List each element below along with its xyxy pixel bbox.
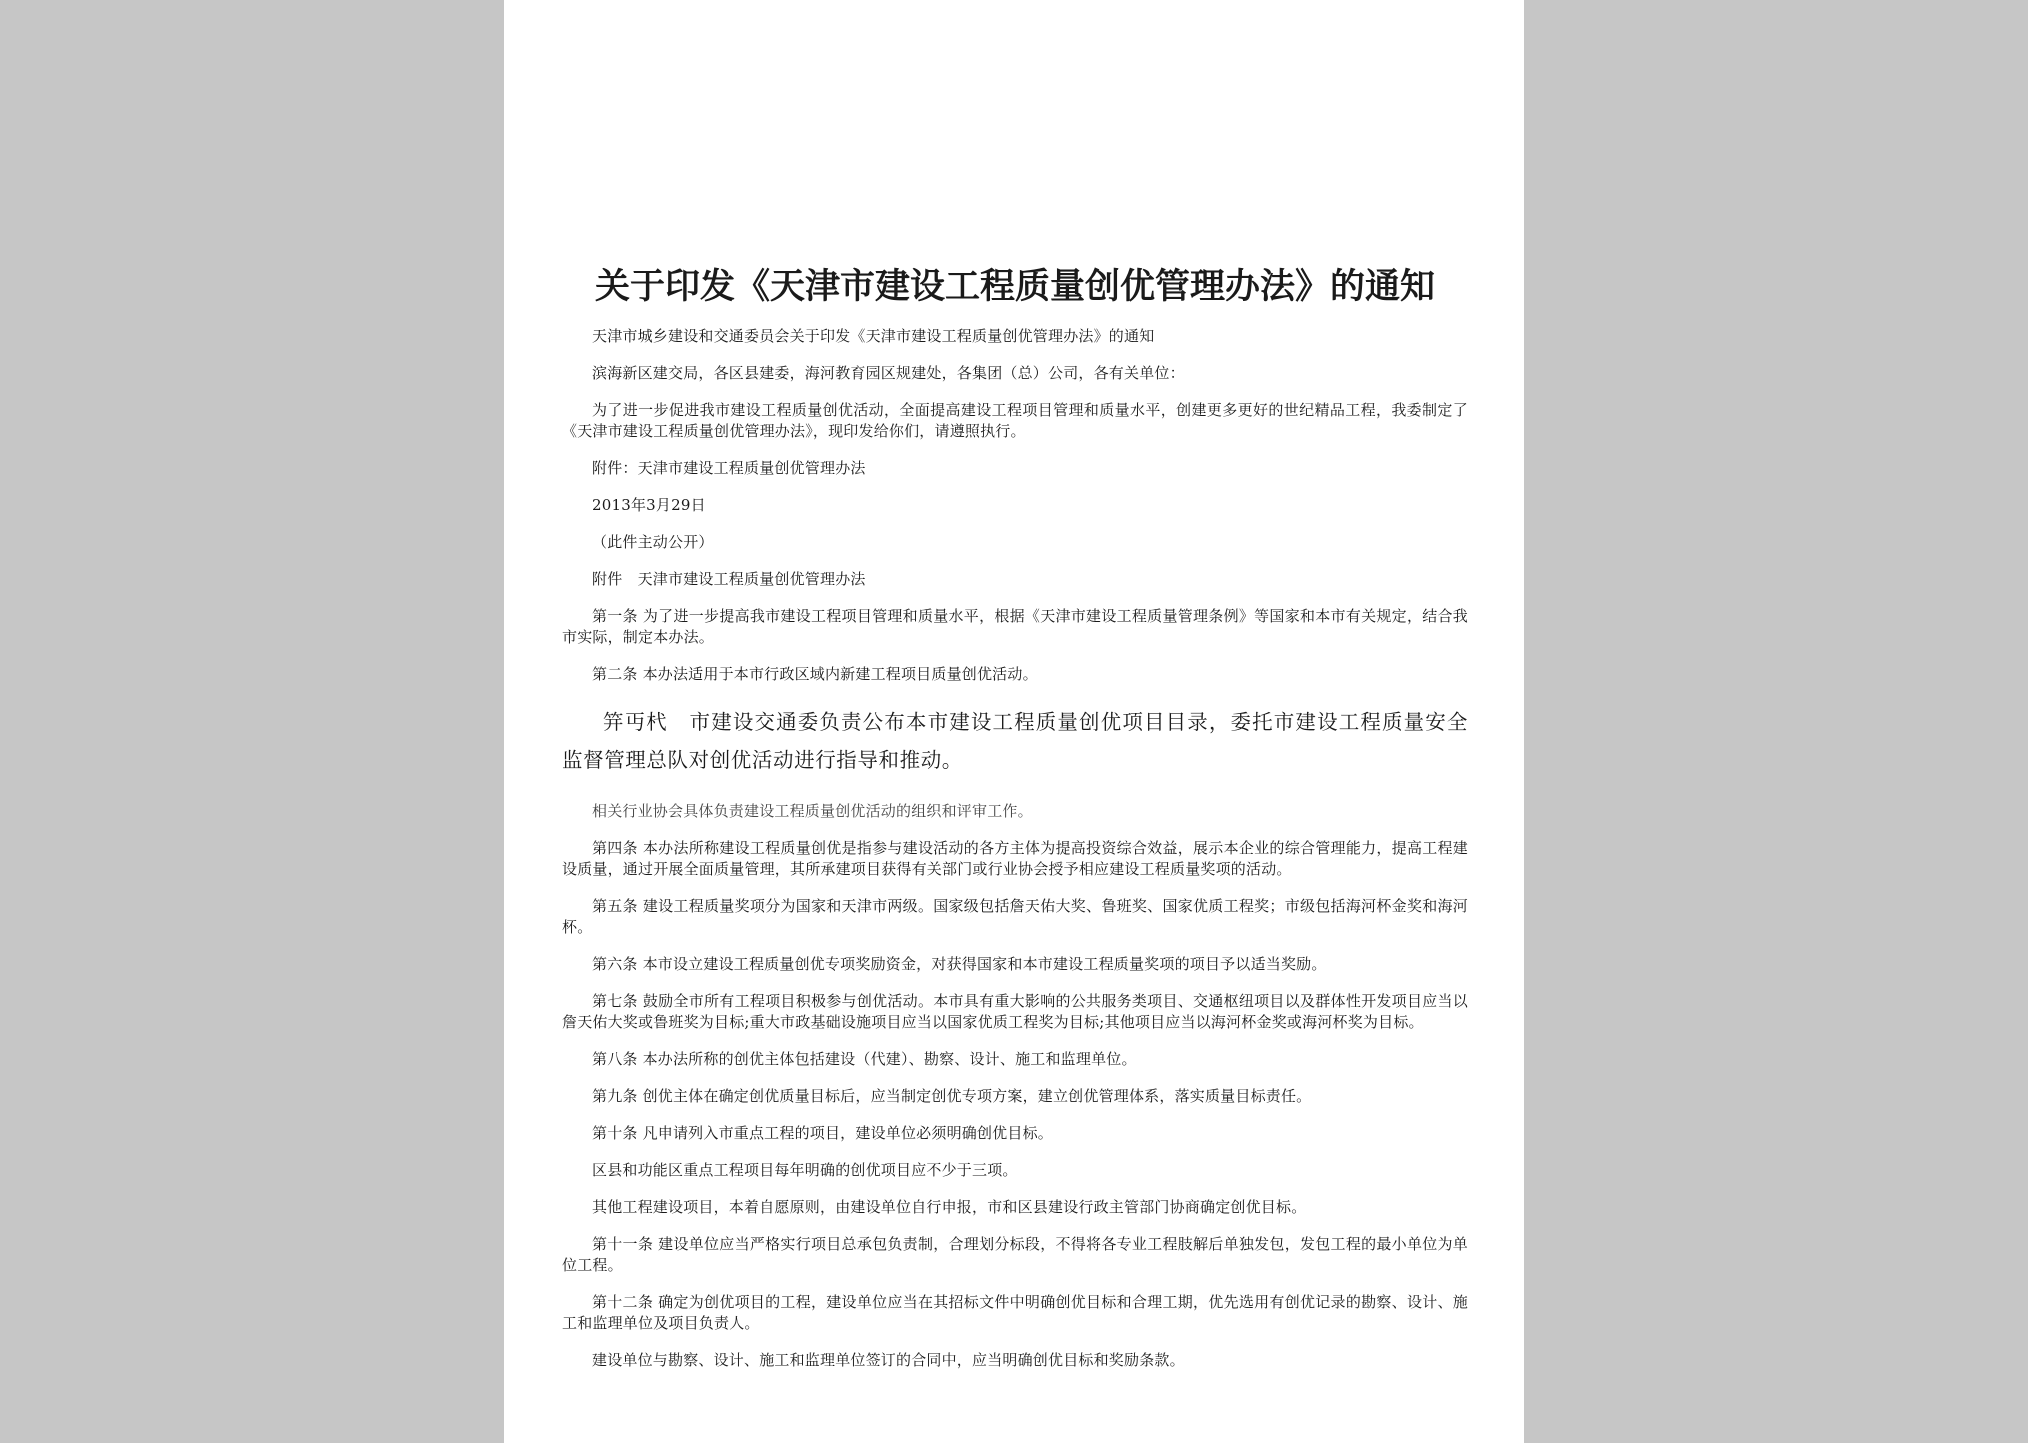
- paragraph-article-4: 第四条 本办法所称建设工程质量创优是指参与建设活动的各方主体为提高投资综合效益，展示本企业的综合管理能力，提高工程建设质量，通过开展全面质量管理，其所承建项目获得有关部门或行业协会授予相应建设工程质量奖项的活动。: [562, 839, 1468, 878]
- paragraph-article-1: 第一条 为了进一步提高我市建设工程项目管理和质量水平，根据《天津市建设工程质量管理条例》等国家和本市有关规定，结合我市实际，制定本办法。: [562, 607, 1468, 646]
- document-page: [504, 0, 1524, 1443]
- paragraph-attachment: 附件：天津市建设工程质量创优管理办法: [592, 459, 866, 477]
- paragraph-article-10-district: 区县和功能区重点工程项目每年明确的创优项目应不少于三项。: [592, 1161, 1018, 1179]
- paragraph-public-note: （此件主动公开）: [592, 533, 714, 551]
- paragraph-article-11: 第十一条 建设单位应当严格实行项目总承包负责制，合理划分标段，不得将各专业工程肢解后单独发包，发包工程的最小单位为单位工程。: [562, 1235, 1468, 1274]
- paragraph-intro: 为了进一步促进我市建设工程质量创优活动，全面提高建设工程项目管理和质量水平，创建更多更好的世纪精品工程，我委制定了《天津市建设工程质量创优管理办法》，现印发给你们，请遵照执行。: [562, 401, 1468, 440]
- paragraph-article-2: 第二条 本办法适用于本市行政区域内新建工程项目质量创优活动。: [592, 665, 1038, 683]
- paragraph-article-3-cont: 相关行业协会具体负责建设工程质量创优活动的组织和评审工作。: [592, 802, 1033, 820]
- paragraph-article-3: 笄丏杙 市建设交通委负责公布本市建设工程质量创优项目目录，委托市建设工程质量安全监督管理总队对创优活动进行指导和推动。: [562, 710, 1468, 772]
- paragraph-date: 2013年3月29日: [592, 496, 706, 514]
- paragraph-recipients: 滨海新区建交局，各区县建委，海河教育园区规建处，各集团（总）公司，各有关单位：: [592, 364, 1185, 382]
- paragraph-article-12-contract: 建设单位与勘察、设计、施工和监理单位签订的合同中，应当明确创优目标和奖励条款。: [592, 1351, 1185, 1369]
- paragraph-article-10-other: 其他工程建设项目，本着自愿原则，由建设单位自行申报，市和区县建设行政主管部门协商确定创优目标。: [592, 1198, 1307, 1216]
- paragraph-article-12: 第十二条 确定为创优项目的工程，建设单位应当在其招标文件中明确创优目标和合理工期，优先选用有创优记录的勘察、设计、施工和监理单位及项目负责人。: [562, 1293, 1468, 1332]
- paragraph-article-8: 第八条 本办法所称的创优主体包括建设（代建）、勘察、设计、施工和监理单位。: [592, 1050, 1137, 1068]
- document-title: 关于印发《天津市建设工程质量创优管理办法》的通知: [594, 267, 1435, 307]
- paragraph-heading: 天津市城乡建设和交通委员会关于印发《天津市建设工程质量创优管理办法》的通知: [592, 327, 1155, 345]
- paragraph-article-6: 第六条 本市设立建设工程质量创优专项奖励资金，对获得国家和本市建设工程质量奖项的项目予以适当奖励。: [592, 955, 1327, 973]
- paragraph-article-7: 第七条 鼓励全市所有工程项目积极参与创优活动。本市具有重大影响的公共服务类项目、交通枢纽项目以及群体性开发项目应当以詹天佑大奖或鲁班奖为目标;重大市政基础设施项目应当以国家优质工程奖为目标;其他项目应当以海河杯金奖或海河杯奖为目标。: [562, 992, 1468, 1031]
- paragraph-article-5: 第五条 建设工程质量奖项分为国家和天津市两级。国家级包括詹天佑大奖、鲁班奖、国家优质工程奖；市级包括海河杯金奖和海河杯。: [562, 897, 1468, 936]
- paragraph-article-10: 第十条 凡申请列入市重点工程的项目，建设单位必须明确创优目标。: [592, 1124, 1053, 1142]
- document-body: [562, 262, 1468, 1387]
- paragraph-article-9: 第九条 创优主体在确定创优质量目标后，应当制定创优专项方案，建立创优管理体系，落实质量目标责任。: [592, 1087, 1312, 1105]
- paragraph-attachment-title: 附件 天津市建设工程质量创优管理办法: [592, 570, 866, 588]
